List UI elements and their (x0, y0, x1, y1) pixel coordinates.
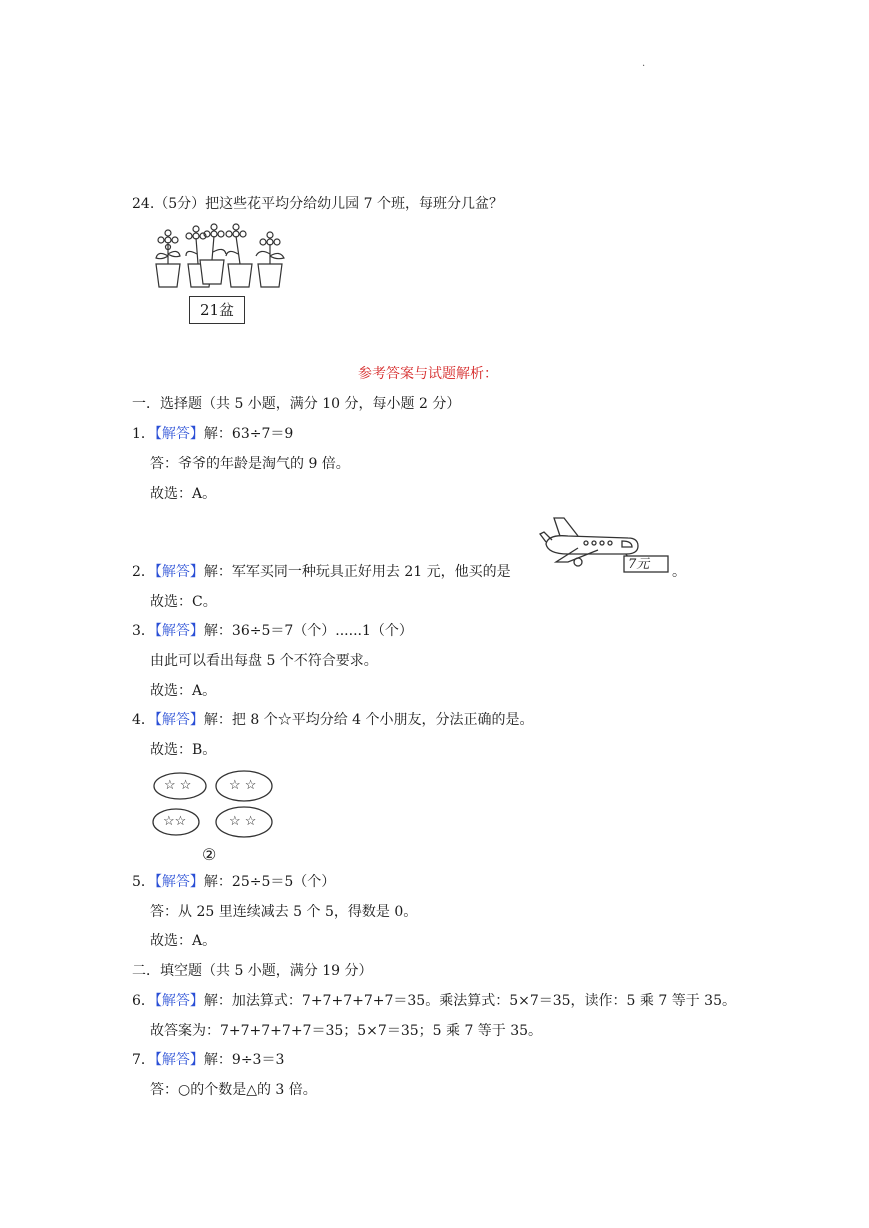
answer-item-1 (132, 424, 293, 444)
item-line: 解：加法算式：7+7+7+7+7＝35。乘法算式：5×7＝35，读作：5 乘 7 等于 35。 (203, 993, 736, 1009)
item-number: 4． (132, 712, 155, 728)
item-7-sub-1: 答：○的个数是△的 3 倍。 (150, 1082, 317, 1098)
answer-tag: 【解答】 (154, 426, 204, 442)
item-2-sub-1: 故选：C。 (150, 594, 217, 610)
item-line: 解：63÷7＝9 (203, 426, 294, 442)
option-mark: ② (202, 845, 217, 864)
answer-tag: 【解答】 (154, 712, 204, 728)
item-number: 3． (132, 623, 155, 639)
answer-item-6 (132, 991, 736, 1011)
item-number: 5． (132, 874, 155, 890)
toy-price-tag: 7元 (628, 557, 650, 572)
toy-airplane-illustration (538, 514, 678, 574)
star-group-4: ☆ ☆ (229, 814, 257, 829)
item-number: 1． (132, 426, 155, 442)
answer-tag: 【解答】 (154, 1052, 204, 1068)
item-line: 解：把 8 个☆平均分给 4 个小朋友，分法正确的是。 (203, 712, 534, 728)
item-line: 解：36÷5＝7（个）......1（个） (203, 623, 413, 639)
item-6-sub-1: 故答案为：7+7+7+7+7＝35；5×7＝35；5 乘 7 等于 35。 (150, 1023, 543, 1039)
flower-pots-illustration (150, 224, 290, 294)
answer-item-4 (132, 710, 534, 730)
item-4-sub-1: 故选：B。 (150, 742, 217, 758)
answer-tag: 【解答】 (154, 623, 204, 639)
item-5-sub-2: 故选：A。 (150, 933, 217, 949)
item-number: 7． (132, 1052, 155, 1068)
item-3-sub-2: 故选：A。 (150, 683, 217, 699)
item-line: 解：9÷3＝3 (203, 1052, 285, 1068)
section-1-heading: 一．选择题（共 5 小题，满分 10 分，每小题 2 分） (132, 396, 461, 412)
star-group-2: ☆ ☆ (229, 778, 257, 793)
star-group-3: ☆☆ (163, 814, 187, 829)
item-1-sub-1: 答：爷爷的年龄是淘气的 9 倍。 (150, 456, 350, 472)
item-1-sub-2: 故选：A。 (150, 486, 217, 502)
question-24-text: 24.（5分）把这些花平均分给幼儿园 7 个班，每班分几盆？ (132, 196, 503, 212)
answer-item-5 (132, 872, 335, 892)
star-group-1: ☆ ☆ (164, 778, 192, 793)
answer-tag: 【解答】 (154, 564, 204, 580)
item-2-end-punct: 。 (672, 564, 686, 580)
flower-count-label: 21盆 (189, 296, 245, 324)
section-2-heading: 二．填空题（共 5 小题，满分 19 分） (132, 963, 373, 979)
answer-tag: 【解答】 (154, 874, 204, 890)
item-5-sub-1: 答：从 25 里连续减去 5 个 5，得数是 0。 (150, 904, 418, 920)
answer-item-3 (132, 621, 413, 641)
item-number: 6． (132, 993, 155, 1009)
answer-item-2 (132, 562, 511, 582)
item-line: 解：军军买同一种玩具正好用去 21 元，他买的是 (203, 564, 511, 580)
answers-title: 参考答案与试题解析： (358, 366, 498, 382)
answer-item-7 (132, 1050, 284, 1070)
answer-tag: 【解答】 (154, 993, 204, 1009)
header-dot: . (642, 58, 646, 69)
item-line: 解：25÷5＝5（个） (203, 874, 336, 890)
item-3-sub-1: 由此可以看出每盘 5 个不符合要求。 (150, 653, 378, 669)
item-number: 2． (132, 564, 155, 580)
